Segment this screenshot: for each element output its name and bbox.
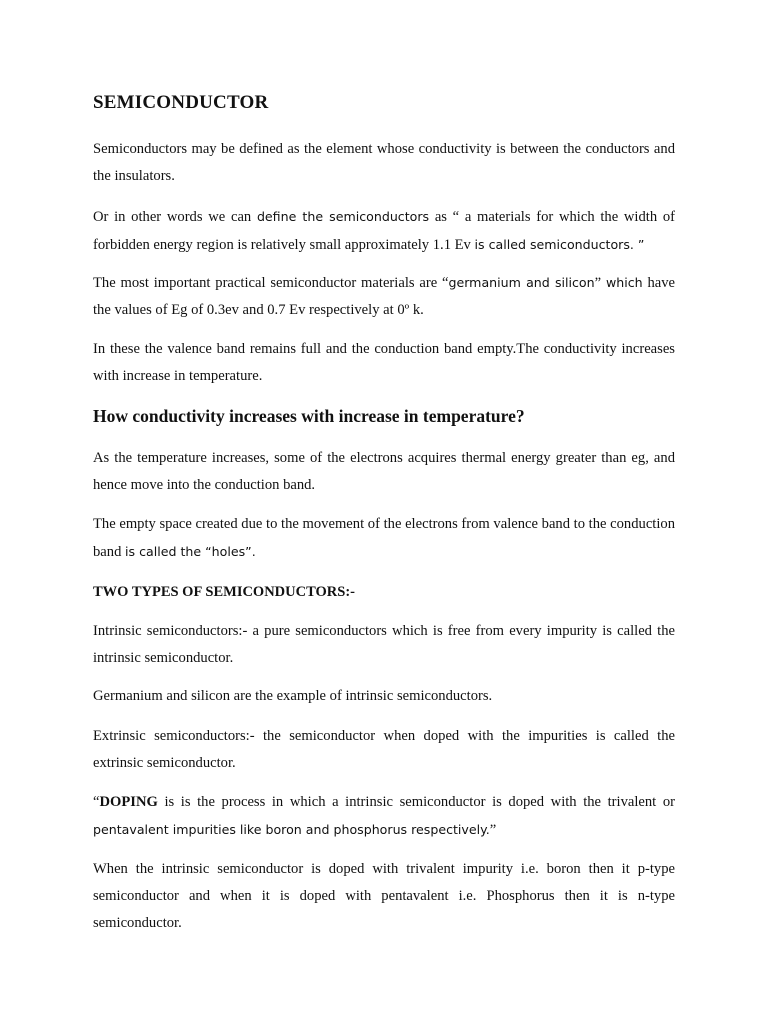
text-run: Or in other words we can	[93, 209, 257, 225]
paragraph-p-n-type: When the intrinsic semiconductor is doped with trivalent impurity i.e. boron then it p-type semiconductor and when it is doped with pentavalent i.e. Phosphorus then it is n-type semiconductor.	[93, 861, 675, 931]
text-run: is is the process in which a intrinsic semiconductor is doped with the trivalent or	[157, 794, 675, 810]
text-run: is called the “holes”.	[125, 544, 256, 559]
text-run: The empty space created due to the movement of the electrons from valence band to the conduction band	[93, 516, 675, 560]
text-run: which	[605, 275, 643, 290]
text-run: define the semiconductors	[256, 209, 430, 224]
text-run: “	[93, 794, 100, 810]
paragraph-extrinsic: Extrinsic semiconductors:- the semiconductor when doped with the impurities is called the extrinsic semiconductor.	[93, 728, 675, 771]
text-run: ”	[594, 275, 606, 291]
paragraph-valence-band: In these the valence band remains full and the conduction band empty.The conductivity increases with increase in temperature.	[93, 341, 675, 384]
text-run: germanium and silicon	[448, 275, 595, 290]
text-run: is called semiconductors. ”	[474, 237, 645, 252]
section-heading-temperature: How conductivity increases with increase in temperature?	[93, 406, 525, 426]
text-run: ”	[489, 822, 497, 838]
paragraph-doping	[93, 789, 675, 844]
paragraph-other-words	[93, 203, 675, 259]
paragraph-thermal-energy: As the temperature increases, some of the electrons acquires thermal energy greater than eg, and hence move into the conduction band.	[93, 450, 675, 493]
section-heading-types: TWO TYPES OF SEMICONDUCTORS:-	[93, 584, 355, 600]
paragraph-materials	[93, 269, 675, 324]
paragraph-definition: Semiconductors may be defined as the element whose conductivity is between the conductors and the insulators.	[93, 141, 675, 184]
text-run: as “ a materials for which the width of forbidden energy region is relatively small approximately 1.1 Ev	[93, 209, 675, 253]
page-title: SEMICONDUCTOR	[93, 92, 269, 113]
paragraph-intrinsic: Intrinsic semiconductors:- a pure semiconductors which is free from every impurity is called the intrinsic semiconductor.	[93, 623, 675, 666]
text-run: The most important practical semiconductor materials are “	[93, 275, 449, 291]
paragraph-examples: Germanium and silicon are the example of intrinsic semiconductors.	[93, 688, 493, 704]
text-run: pentavalent impurities like boron and phosphorus respectively.	[93, 822, 490, 837]
text-run: have the values of Eg of 0.3ev and 0.7 Ev respectively at 0º k.	[93, 275, 675, 318]
doping-term: DOPING	[99, 794, 158, 810]
paragraph-holes	[93, 511, 675, 566]
